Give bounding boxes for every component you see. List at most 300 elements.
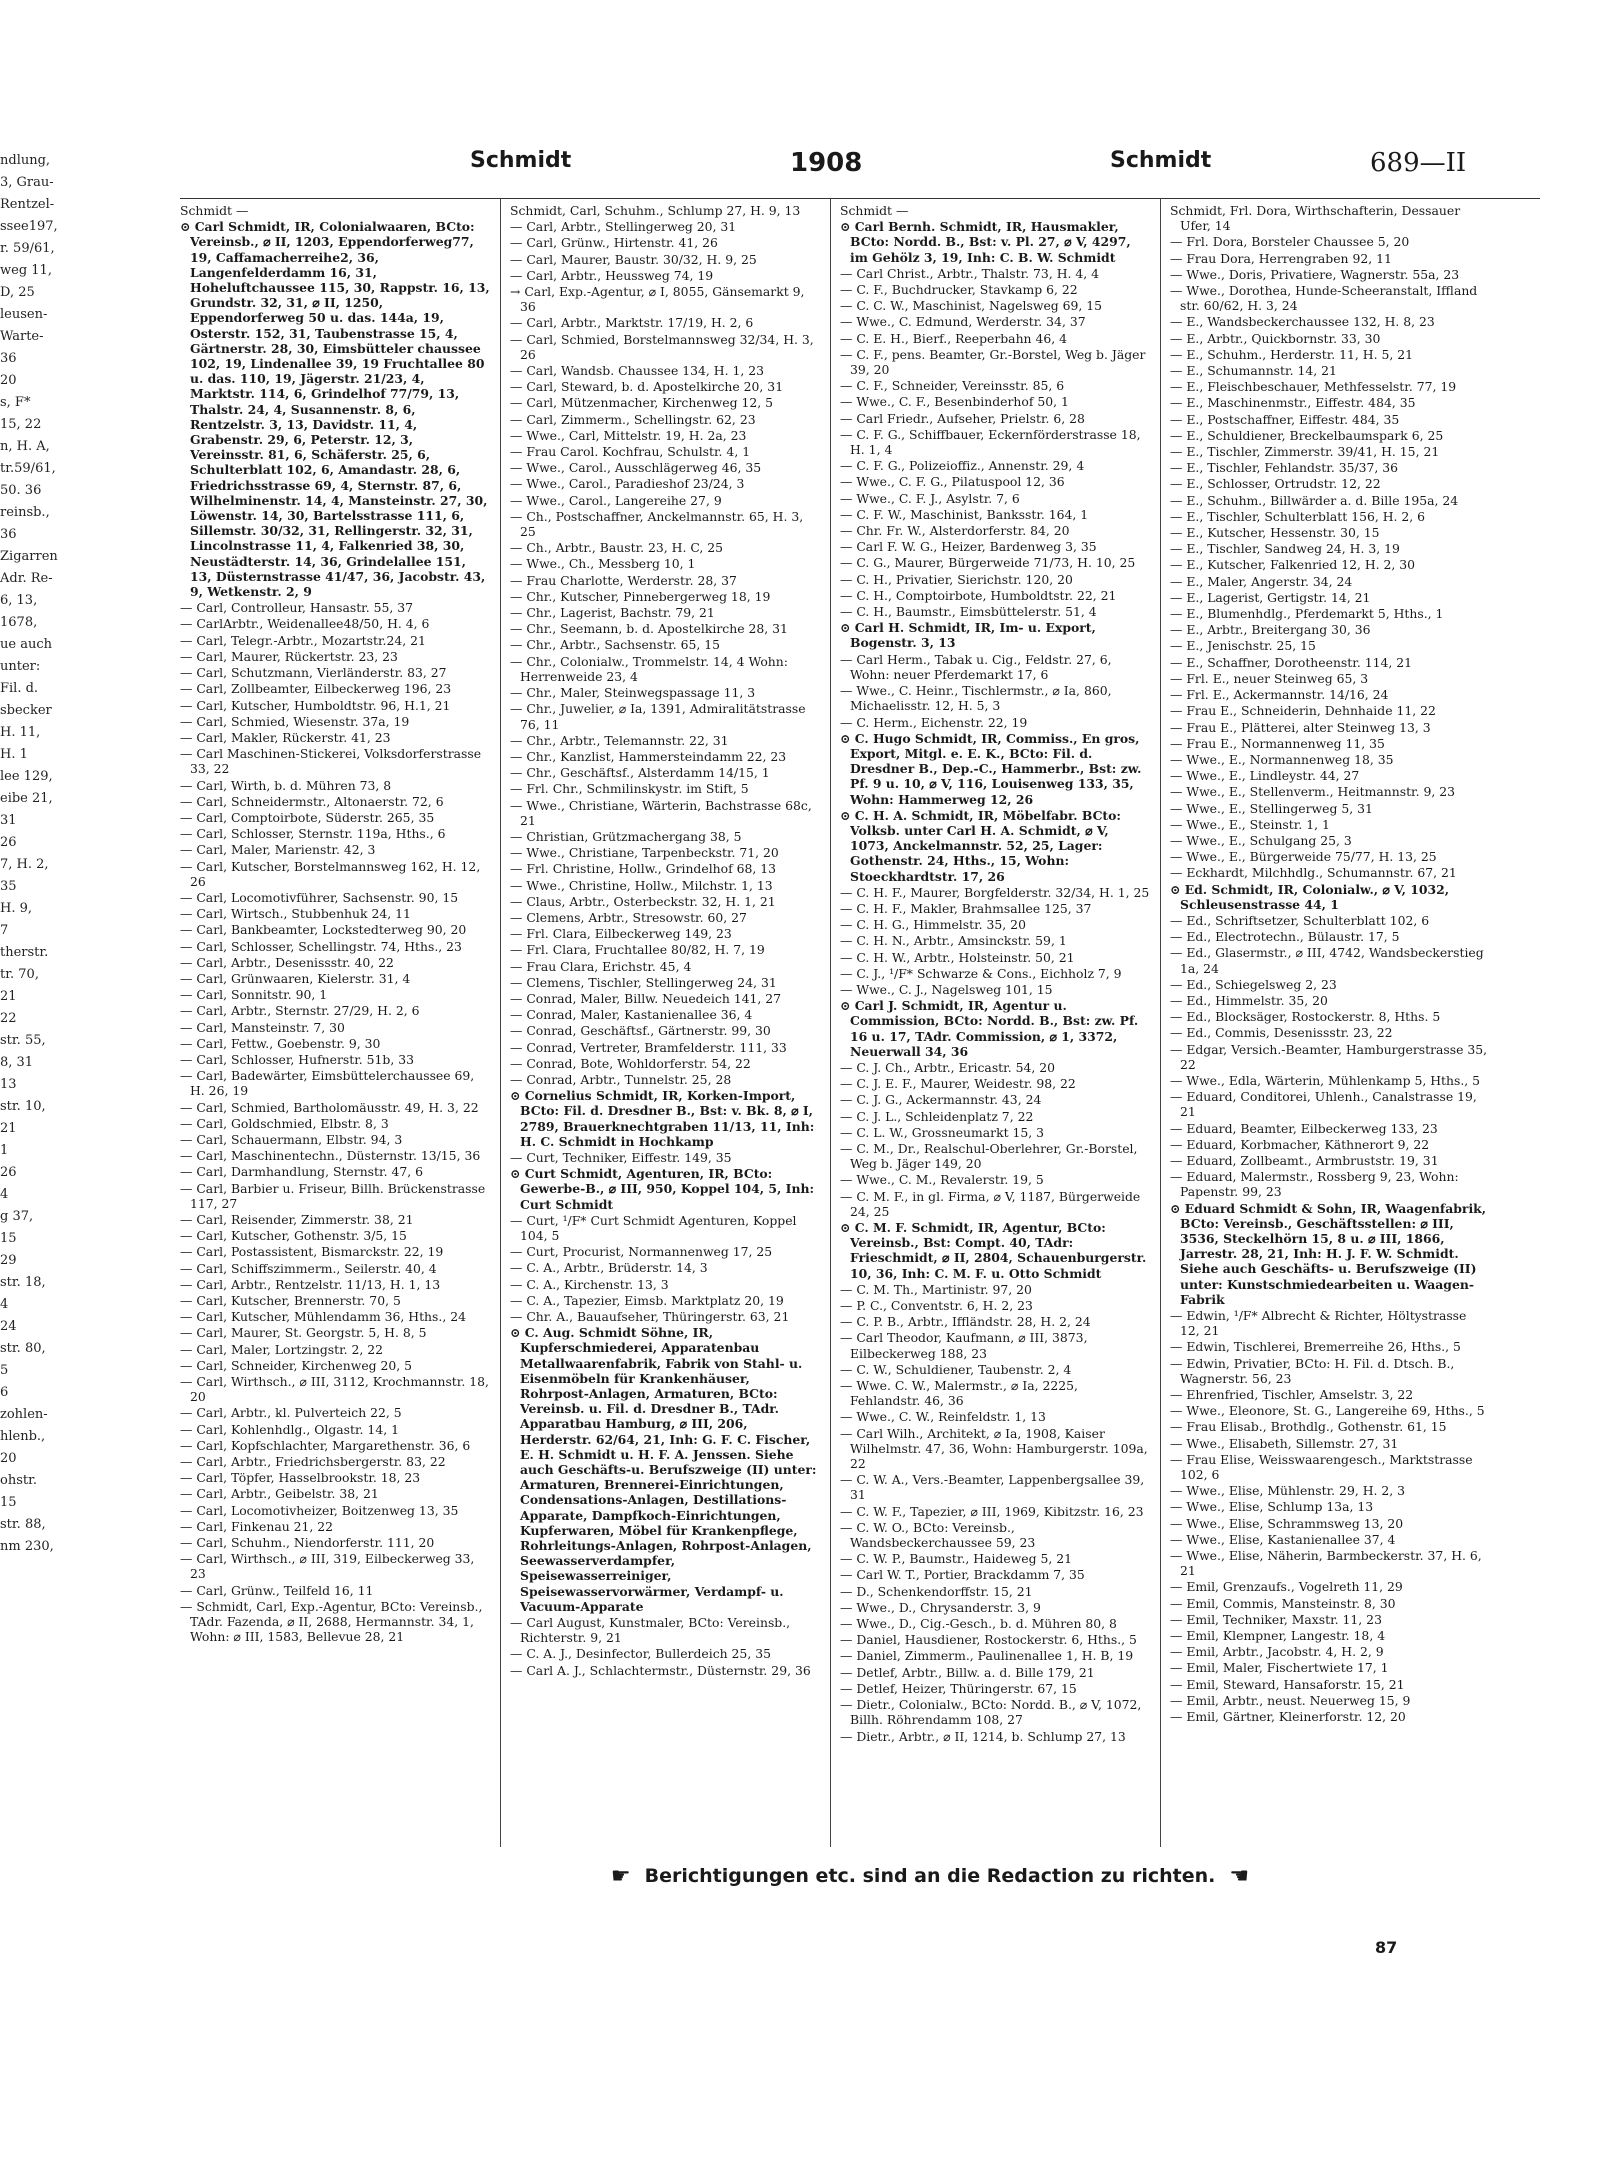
directory-entry: — Carl, Finkenau 21, 22 (180, 1518, 334, 1534)
directory-entry: Schmidt — (180, 203, 249, 218)
directory-entry: — Ed., Schriftsetzer, Schulterblatt 102, 6 (1170, 912, 1430, 928)
left-strip-line: 1 (0, 1143, 9, 1158)
directory-entry: — Frau E., Schneiderin, Dehnhaide 11, 22 (1170, 703, 1436, 719)
left-strip-line: 15, 22 (0, 417, 42, 432)
directory-entry: — Eduard, Malermstr., Rossberg 9, 23, Wohn: Papenstr. 99, 23 (1170, 1169, 1459, 1200)
directory-entry: — C. W. P., Baumstr., Haideweg 5, 21 (840, 1551, 1073, 1567)
directory-entry: → Carl, Exp.-Agentur, ⌀ I, 8055, Gänsemarkt 9, 36 (510, 284, 805, 315)
directory-entry: — Claus, Arbtr., Osterbeckstr. 32, H. 1, 21 (510, 893, 776, 909)
directory-entry: — Edwin, Privatier, BCto: H. Fil. d. Dtsch. B., Wagnerstr. 56, 23 (1170, 1355, 1455, 1386)
left-strip-line: r. 59/61, (0, 241, 55, 256)
directory-entry: — Conrad, Arbtr., Tunnelstr. 25, 28 (510, 1071, 732, 1087)
directory-entry: — Carl, Schiffszimmerm., Seilerstr. 40, 4 (180, 1260, 437, 1276)
directory-entry: — Wwe., D., Cig.-Gesch., b. d. Mühren 80, 8 (840, 1616, 1117, 1632)
directory-entry: — Wwe., E., Normannenweg 18, 35 (1170, 751, 1394, 767)
directory-entry: — Conrad, Maler, Kastanienallee 36, 4 (510, 1007, 753, 1023)
left-strip-line: str. 88, (0, 1517, 46, 1532)
directory-entry: — Carl, Schutzmann, Vierländerstr. 83, 27 (180, 665, 447, 681)
directory-entry: — Chr., Arbtr., Sachsenstr. 65, 15 (510, 637, 720, 653)
directory-entry: — C. W. O., BCto: Vereinsb., Wandsbeckerchaussee 59, 23 (840, 1519, 1036, 1551)
directory-entry: — Carl, Arbtr., kl. Pulverteich 22, 5 (180, 1405, 402, 1421)
directory-entry: — Frau Charlotte, Werderstr. 28, 37 (510, 572, 737, 588)
directory-entry: — Carl, Grünw., Teilfeld 16, 11 (180, 1582, 374, 1598)
directory-entry: — Wwe., Carol., Paradieshof 23/24, 3 (510, 476, 745, 492)
header-left-name: Schmidt (470, 148, 572, 173)
directory-entry: — Frl. E., neuer Steinweg 65, 3 (1170, 670, 1369, 686)
directory-entry: — Carl, Arbtr., Stellingerweg 20, 31 (510, 219, 737, 235)
directory-entry: — C. H. F., Maurer, Borgfelderstr. 32/34, H. 1, 25 (840, 884, 1150, 900)
directory-entry: — Carl Christ., Arbtr., Thalstr. 73, H. 4, 4 (840, 265, 1100, 281)
directory-entry: — Carl, Arbtr., Desenissstr. 40, 22 (180, 954, 394, 970)
directory-entry: ⊙ Ed. Schmidt, IR, Colonialw., ⌀ V, 1032, Schleusenstrasse 44, 1 (1170, 881, 1450, 912)
directory-entry: ⊙ C. Aug. Schmidt Söhne, IR, Kupferschmiederei, Apparatenbau Metallwaarenfabrik, Fabrik von Stahl- u. Eisenmöbeln für Krankenhäuser, Rohrpost-Anlagen, Armaturen, BCto: Vereinsb. u. Fil. d. Dresdner B., TAdr. Apparatbau Hamburg, ⌀ III, 206, Herderstr. 62/64, 21, Inh: G. F. C. Fischer, E. H. Schmidt u. H. F. A. Jenssen. Siehe auch Geschäfts-u. Berufszweige (II) unter: Armaturen, Brennerei-Einrichtungen, Condensations-Anlagen, Destillations-Apparate, Dampfkoch-Einrichtungen, Kupferwaren, Möbel für Krankenpflege, Rohrleitungs-Anlagen, Rohrpost-Anlagen, Seewasserverdampfer, Speisewasserreiniger, Speisewasservorwärmer, Verdampf- u. Vacuum-Apparate (510, 1325, 817, 1614)
directory-entry: — Wwe., Carol., Langereihe 27, 9 (510, 492, 722, 508)
left-strip-line: ssee197, (0, 219, 58, 234)
directory-entry: — Carl, Schlosser, Schellingstr. 74, Hths., 23 (180, 938, 462, 954)
directory-entry: — Wwe., Doris, Privatiere, Wagnerstr. 55a, 23 (1170, 266, 1460, 282)
directory-entry: — Eduard, Beamter, Eilbeckerweg 133, 23 (1170, 1120, 1438, 1136)
directory-entry: — E., Tischler, Sandweg 24, H. 3, 19 (1170, 541, 1400, 557)
directory-entry: — Wwe., C. F. J., Asylstr. 7, 6 (840, 490, 1020, 506)
directory-entry: — Frl. Clara, Eilbeckerweg 149, 23 (510, 926, 732, 942)
directory-entry: — Chr., Maler, Steinwegspassage 11, 3 (510, 685, 756, 701)
column-2 (510, 203, 820, 1843)
directory-entry: — Carl, Schmied, Wiesenstr. 37a, 19 (180, 713, 410, 729)
directory-entry: — Carl, Fettw., Goebenstr. 9, 30 (180, 1035, 381, 1051)
directory-entry: — Carl, Schneider, Kirchenweg 20, 5 (180, 1357, 413, 1373)
directory-entry: — Carl Maschinen-Stickerei, Volksdorferstrasse 33, 22 (180, 746, 482, 777)
directory-entry: — C. H., Privatier, Sierichstr. 120, 20 (840, 571, 1073, 587)
left-strip-line: sbecker (0, 703, 52, 718)
directory-entry: — Carl, Telegr.-Arbtr., Mozartstr.24, 21 (180, 632, 426, 648)
directory-entry: ⊙ Cornelius Schmidt, IR, Korken-Import, BCto: Fil. d. Dresdner B., Bst: v. Bk. 8, ⌀ I, 2789, Brauerknechtgraben 11/13, 11, Inh: H. C. Schmidt in Hochkamp (510, 1088, 815, 1149)
directory-entry: — Carl, Barbier u. Friseur, Billh. Brückenstrasse 117, 27 (180, 1180, 486, 1211)
directory-entry: — Frl. Chr., Schmilinskystr. im Stift, 5 (510, 781, 749, 797)
directory-entry: ⊙ Carl Bernh. Schmidt, IR, Hausmakler, BCto: Nordd. B., Bst: v. Pl. 27, ⌀ V, 4297, im Gehölz 3, 19, Inh: C. B. W. Schmidt (840, 219, 1131, 265)
left-strip-line: 26 (0, 1165, 17, 1180)
directory-entry: — C. A. J., Desinfector, Bullerdeich 25, 35 (510, 1646, 771, 1662)
directory-entry: — E., Jenischstr. 25, 15 (1170, 638, 1316, 654)
directory-entry: — Detlef, Heizer, Thüringerstr. 67, 15 (840, 1680, 1077, 1696)
directory-entry: — C. H. F., Makler, Brahmsallee 125, 37 (840, 900, 1092, 916)
directory-entry: — Chr., Geschäftsf., Alsterdamm 14/15, 1 (510, 765, 770, 781)
directory-entry: — Frau Clara, Erichstr. 45, 4 (510, 958, 692, 974)
directory-entry: — Carl, Controlleur, Hansastr. 55, 37 (180, 600, 414, 616)
directory-entry: — Edwin, ¹/F* Albrecht & Richter, Höltystrasse 12, 21 (1170, 1308, 1467, 1339)
directory-entry: — C. F. W., Maschinist, Banksstr. 164, 1 (840, 506, 1089, 522)
left-strip-line: hlenb., (0, 1429, 46, 1444)
directory-entry: — Conrad, Bote, Wohldorferstr. 54, 22 (510, 1055, 751, 1071)
directory-entry: — Wwe., Carol., Ausschlägerweg 46, 35 (510, 460, 762, 476)
left-strip-line: str. 18, (0, 1275, 46, 1290)
directory-entry: — Carl, Comptoirbote, Süderstr. 265, 35 (180, 809, 435, 825)
directory-entry: — Carl, Reisender, Zimmerstr. 38, 21 (180, 1212, 414, 1227)
directory-entry: — Wwe., D., Chrysanderstr. 3, 9 (840, 1599, 1041, 1615)
column-4 (1170, 203, 1490, 1843)
directory-entry: — C. L. W., Grossneumarkt 15, 3 (840, 1124, 1045, 1140)
directory-entry: — Carl, Kutscher, Humboldtstr. 96, H.1, 21 (180, 697, 451, 713)
directory-entry: — E., Tischler, Zimmerstr. 39/41, H. 15, 21 (1170, 444, 1440, 460)
directory-entry: — Ed., Blocksäger, Rostockerstr. 8, Hths. 5 (1170, 1009, 1441, 1025)
left-strip-line: g 37, (0, 1209, 34, 1224)
directory-entry: — Carl, Schuhm., Niendorferstr. 111, 20 (180, 1535, 435, 1551)
directory-entry: ⊙ C. M. F. Schmidt, IR, Agentur, BCto: Vereinsb., Bst: Compt. 40, TAdr: Frieschmidt, ⌀ II, 2804, Schauenburgerstr. 10, 36, Inh: C. M. F. u. Otto Schmidt (840, 1220, 1147, 1281)
directory-entry: — Wwe., Edla, Wärterin, Mühlenkamp 5, Hths., 5 (1170, 1072, 1481, 1088)
directory-entry: — Carl, Bankbeamter, Lockstedterweg 90, 20 (180, 922, 467, 938)
directory-entry: — Carl, Schneidermstr., Altonaerstr. 72, 6 (180, 793, 444, 809)
directory-entry: — Curt, ¹/F* Curt Schmidt Agenturen, Koppel 104, 5 (510, 1212, 797, 1243)
page-header (140, 128, 1540, 198)
left-strip-line: 6, 13, (0, 593, 38, 608)
left-strip-line: Zigarren (0, 549, 58, 564)
directory-entry: — C. P. B., Arbtr., Iffländstr. 28, H. 2, 24 (840, 1314, 1091, 1330)
directory-entry: — Wwe., E., Stellingerweg 5, 31 (1170, 800, 1373, 816)
left-strip-line: n, H. A, (0, 439, 50, 454)
directory-entry: — Wwe., C. W., Reinfeldstr. 1, 13 (840, 1409, 1046, 1425)
directory-entry: — E., Fleischbeschauer, Methfesselstr. 77, 19 (1170, 379, 1457, 395)
directory-entry: — Ed., Commis, Desenissstr. 23, 22 (1170, 1025, 1393, 1041)
directory-entry: — Ed., Electrotechn., Bülaustr. 17, 5 (1170, 929, 1400, 945)
directory-entry: — Eduard, Conditorei, Uhlenh., Canalstrasse 19, 21 (1170, 1089, 1477, 1120)
directory-entry: — C. A., Kirchenstr. 13, 3 (510, 1276, 669, 1292)
left-strip-line: 50. 36 (0, 483, 42, 498)
directory-entry: Schmidt, Carl, Schuhm., Schlump 27, H. 9, 13 (510, 203, 801, 218)
directory-entry: — Carl, Wirthsch., ⌀ III, 319, Eilbeckerweg 33, 23 (180, 1551, 475, 1582)
directory-entry: — E., Schuhm., Herderstr. 11, H. 5, 21 (1170, 346, 1414, 362)
directory-entry: — Carl, Locomotivführer, Sachsenstr. 90, 15 (180, 889, 459, 905)
left-strip-line: 15 (0, 1495, 17, 1510)
directory-entry: — C. J. G., Ackermannstr. 43, 24 (840, 1092, 1042, 1108)
directory-entry: — Carl, Arbtr., Sternstr. 27/29, H. 2, 6 (180, 1003, 420, 1019)
directory-entry: — Frl. E., Ackermannstr. 14/16, 24 (1170, 687, 1389, 703)
directory-entry: — Carl August, Kunstmaler, BCto: Vereinsb., Richterstr. 9, 21 (510, 1615, 791, 1646)
left-strip-line: str. 80, (0, 1341, 46, 1356)
left-strip-line: 31 (0, 813, 17, 828)
directory-entry: — C. J. Ch., Arbtr., Ericastr. 54, 20 (840, 1059, 1056, 1075)
directory-entry: — Chr., Lagerist, Bachstr. 79, 21 (510, 605, 715, 621)
left-strip-line: 15 (0, 1231, 17, 1246)
directory-entry: — Carl, Arbtr., Geibelstr. 38, 21 (180, 1486, 379, 1502)
directory-entry: — Frau E., Normannenweg 11, 35 (1170, 735, 1385, 751)
directory-entry: — C. F., pens. Beamter, Gr.-Borstel, Weg b. Jäger 39, 20 (840, 346, 1146, 378)
directory-entry: — C. M. F., in gl. Firma, ⌀ V, 1187, Bürgerweide 24, 25 (840, 1188, 1141, 1219)
directory-entry: — Frau Elisab., Brothdlg., Gothenstr. 61, 15 (1170, 1419, 1447, 1435)
directory-entry: — Wwe., Carl, Mittelstr. 19, H. 2a, 23 (510, 427, 747, 443)
directory-entry: — Frau Dora, Herrengraben 92, 11 (1170, 250, 1392, 266)
directory-entry: — Chr. A., Bauaufseher, Thüringerstr. 63, 21 (510, 1309, 790, 1325)
directory-entry: — Carl, Wirth, b. d. Mühren 73, 8 (180, 777, 392, 793)
left-strip-line: Adr. Re- (0, 571, 53, 586)
directory-entry: — C. Herm., Eichenstr. 22, 19 (840, 714, 1028, 730)
directory-entry: — E., Maschinenmstr., Eiffestr. 484, 35 (1170, 395, 1416, 411)
directory-entry: — Carl Theodor, Kaufmann, ⌀ III, 3873, Eilbeckerweg 188, 23 (840, 1330, 1088, 1361)
directory-entry: — Chr., Juwelier, ⌀ Ia, 1391, Admiralitätstrasse 76, 11 (510, 701, 806, 732)
directory-entry: — C. W. F., Tapezier, ⌀ III, 1969, Kibitzstr. 16, 23 (840, 1503, 1144, 1519)
directory-entry: — Carl, Töpfer, Hasselbrookstr. 18, 23 (180, 1470, 421, 1486)
directory-entry: — C. M., Dr., Realschul-Oberlehrer, Gr.-Borstel, Weg b. Jäger 149, 20 (840, 1140, 1138, 1172)
left-strip-line: ohstr. (0, 1473, 38, 1488)
left-strip-line: eibe 21, (0, 791, 53, 806)
directory-entry: — Carl, Mansteinstr. 7, 30 (180, 1019, 345, 1035)
directory-entry: — C. F., Buchdrucker, Stavkamp 6, 22 (840, 282, 1078, 298)
directory-entry: — Wwe., Christiane, Wärterin, Bachstrasse 68c, 21 (510, 797, 812, 828)
directory-entry: — CarlArbtr., Weidenallee48/50, H. 4, 6 (180, 616, 430, 632)
directory-entry: — Wwe., Elise, Kastanienallee 37, 4 (1170, 1531, 1396, 1547)
directory-entry: — Carl, Mützenmacher, Kirchenweg 12, 5 (510, 395, 773, 411)
directory-entry: — C. J., ¹/F* Schwarze & Cons., Eichholz 7, 9 (840, 965, 1122, 981)
left-strip-line: lee 129, (0, 769, 53, 784)
directory-entry: — E., Kutscher, Hessenstr. 30, 15 (1170, 525, 1380, 541)
left-strip-line: zohlen- (0, 1407, 48, 1422)
directory-entry: — Emil, Klempner, Langestr. 18, 4 (1170, 1628, 1386, 1644)
directory-entry: — E., Arbtr., Breitergang 30, 36 (1170, 622, 1371, 638)
directory-entry: — Carl, Kutscher, Borstelmannsweg 162, H. 12, 26 (180, 858, 481, 889)
left-strip-line: 3, Grau- (0, 175, 54, 190)
directory-entry: — Carl, Makler, Rückerstr. 41, 23 (180, 729, 391, 745)
directory-entry: — Christian, Grützmachergang 38, 5 (510, 828, 742, 844)
directory-entry: — Chr. Fr. W., Alsterdorferstr. 84, 20 (840, 523, 1070, 539)
directory-entry: — Daniel, Hausdiener, Rostockerstr. 6, Hths., 5 (840, 1632, 1137, 1648)
directory-entry: — Carl, Schlosser, Sternstr. 119a, Hths., 6 (180, 826, 446, 842)
directory-entry: ⊙ Eduard Schmidt & Sohn, IR, Waagenfabrik, BCto: Vereinsb., Geschäftsstellen: ⌀ III, 3536, Steckelhörn 15, 8 u. ⌀ III, 1866, Jarrestr. 28, 21, Inh: H. J. F. W. Schmidt. Siehe auch Geschäfts- u. Berufszweige (II) unter: Kunstschmiedearbeiten u. Waagen-Fabrik (1170, 1200, 1487, 1307)
directory-entry: — Wwe., E., Steinstr. 1, 1 (1170, 816, 1330, 832)
directory-entry: — Wwe., C. F. G., Pilatuspool 12, 36 (840, 474, 1065, 490)
directory-entry: — E., Schuldiener, Breckelbaumspark 6, 25 (1170, 427, 1444, 443)
directory-entry: — D., Schenkendorffstr. 15, 21 (840, 1583, 1033, 1599)
directory-entry: — E., Schaffner, Dorotheenstr. 114, 21 (1170, 654, 1412, 670)
directory-entry: — Chr., Kutscher, Pinnebergerweg 18, 19 (510, 588, 771, 604)
footer-notice (480, 1856, 1380, 1896)
directory-entry: — Carl, Maurer, Baustr. 30/32, H. 9, 25 (510, 251, 757, 267)
directory-entry: — Carl, Kutscher, Gothenstr. 3/5, 15 (180, 1228, 407, 1244)
left-strip-line: Rentzel- (0, 197, 55, 212)
sheet-number: 87 (1375, 1938, 1398, 1957)
left-strip-line: leusen- (0, 307, 48, 322)
directory-entry: — Carl, Goldschmied, Elbstr. 8, 3 (180, 1115, 389, 1131)
directory-entry: — Wwe., E., Lindleystr. 44, 27 (1170, 768, 1360, 784)
directory-entry: — C. H., Baumstr., Eimsbüttelerstr. 51, 4 (840, 604, 1097, 620)
directory-entry: — Carl, Darmhandlung, Sternstr. 47, 6 (180, 1164, 423, 1180)
directory-entry: — Eckhardt, Milchhdlg., Schumannstr. 67, 21 (1170, 865, 1457, 881)
left-strip-line: 5 (0, 1363, 9, 1378)
directory-entry: — Carl, Schlosser, Hufnerstr. 51b, 33 (180, 1051, 415, 1067)
directory-entry: — Wwe., E., Stellenverm., Heitmannstr. 9, 23 (1170, 784, 1456, 800)
directory-entry: — E., Blumenhdlg., Pferdemarkt 5, Hths., 1 (1170, 606, 1444, 622)
directory-entry: — Carl, Badewärter, Eimsbüttelerchaussee 69, H. 26, 19 (180, 1068, 475, 1099)
directory-entry: — C. G., Maurer, Bürgerweide 71/73, H. 10, 25 (840, 555, 1136, 571)
footer-text: Berichtigungen etc. sind an die Redaction zu richten. (644, 1865, 1216, 1887)
directory-entry: — Carl, Arbtr., Heussweg 74, 19 (510, 267, 714, 283)
directory-entry: — Carl, Kutscher, Brennerstr. 70, 5 (180, 1293, 401, 1309)
directory-entry: — Carl, Maurer, St. Georgstr. 5, H. 8, 5 (180, 1325, 427, 1341)
directory-entry: — Emil, Maler, Fischertwiete 17, 1 (1170, 1660, 1389, 1676)
left-strip-line: ndlung, (0, 153, 51, 168)
directory-entry: — Carl, Maschinentechn., Düsternstr. 13/15, 36 (180, 1148, 481, 1164)
directory-entry: — Carl, Wandsb. Chaussee 134, H. 1, 23 (510, 363, 764, 379)
directory-entry: — Wwe., C. Edmund, Werderstr. 34, 37 (840, 314, 1086, 330)
directory-entry: — C. H. G., Himmelstr. 35, 20 (840, 917, 1026, 933)
left-strip-line: 7, H. 2, (0, 857, 49, 872)
directory-entry: — Carl, Postassistent, Bismarckstr. 22, 19 (180, 1244, 444, 1260)
directory-entry: ⊙ C. H. A. Schmidt, IR, Möbelfabr. BCto: Volksb. unter Carl H. A. Schmidt, ⌀ V, 1073, Anckelmannstr. 52, 25, Lager: Gothenstr. 24, Hths., 15, Wohn: Stoeckhardtstr. 17, 26 (840, 807, 1121, 884)
directory-entry: — C. H. W., Arbtr., Holsteinstr. 50, 21 (840, 949, 1075, 965)
left-strip-line: 36 (0, 527, 17, 542)
directory-entry: — Ch., Arbtr., Baustr. 23, H. C, 25 (510, 540, 724, 556)
directory-entry: — Frau Elise, Weisswaarengesch., Marktstrasse 102, 6 (1170, 1451, 1473, 1483)
directory-entry: — Clemens, Arbtr., Stresowstr. 60, 27 (510, 909, 747, 925)
directory-entry: ⊙ Carl Schmidt, IR, Colonialwaaren, BCto: Vereinsb., ⌀ II, 1203, Eppendorferweg77, 19, Caffamacherreihe2, 36, Langenfelderdamm 16, 31, Hoheluftchaussee 115, 30, Rappstr. 16, 13, Grundstr. 32, 31, ⌀ II, 1250, Eppendorferweg 50 u. das. 144a, 19, Osterstr. 152, 31, Taubenstrasse 15, 4, Gärtnerstr. 28, 30, Eimsbütteler chaussee 102, 19, Lindenallee 39, 19 Fruchtallee 80 u. das. 110, 19, Jägerstr. 21/23, 4, Marktstr. 114, 6, Grindelhof 77/79, 13, Thalstr. 24, 4, Susannenstr. 8, 6, Rentzelstr. 3, 13, Davidstr. 11, 4, Grabenstr. 29, 6, Peterstr. 12, 3, Vereinsstr. 81, 6, Schäferstr. 25, 6, Schulterblatt 102, 6, Amandastr. 28, 6, Friedrichsstrasse 69, 4, Sternstr. 87, 6, Wilhelminenstr. 14, 4, Mansteinstr. 27, 30, Löwenstr. 14, 30, Bartelsstrasse 111, 6, Sillemstr. 30/32, 31, Rellingerstr. 32, 31, Lincolnstrasse 11, 4, Falkenried 38, 30, Neustädterstr. 14, 36, Grindelallee 151, 13, Düsternstrasse 41/47, 36, Jacobstr. 43, 9, Wetkenstr. 2, 9 (180, 219, 490, 600)
directory-entry: — Emil, Arbtr., Jacobstr. 4, H. 2, 9 (1170, 1644, 1384, 1660)
left-strip-line: s, F* (0, 395, 31, 410)
left-strip-line: tr.59/61, (0, 461, 56, 476)
directory-entry: ⊙ Carl J. Schmidt, IR, Agentur u. Commission, BCto: Nordd. B., Bst: zw. Pf. 16 u. 17, TAdr. Commission, ⌀ 1, 3372, Neuerwall 34, 36 (840, 998, 1139, 1059)
directory-entry: — Curt, Techniker, Eiffestr. 149, 35 (510, 1149, 732, 1165)
left-strip-line: 26 (0, 835, 17, 850)
directory-entry: — Emil, Steward, Hansaforstr. 15, 21 (1170, 1676, 1405, 1692)
directory-entry: — C. W., Schuldiener, Taubenstr. 2, 4 (840, 1361, 1072, 1377)
directory-entry: — Wwe., Elisabeth, Sillemstr. 27, 31 (1170, 1435, 1399, 1451)
directory-entry: — C. F. G., Schiffbauer, Eckernförderstrasse 18, H. 1, 4 (840, 426, 1141, 458)
directory-entry: — E., Wandsbeckerchaussee 132, H. 8, 23 (1170, 314, 1435, 330)
directory-entry: — Carl F. W. G., Heizer, Bardenweg 3, 35 (840, 539, 1097, 555)
directory-entry: — Wwe., C. F., Besenbinderhof 50, 1 (840, 394, 1069, 410)
directory-entry: — Carl, Maurer, Rückertstr. 23, 23 (180, 648, 398, 664)
directory-entry: — C. W. A., Vers.-Beamter, Lappenbergsallee 39, 31 (840, 1472, 1145, 1503)
directory-entry: — Wwe. C. W., Malermstr., ⌀ Ia, 2225, Fehlandstr. 46, 36 (840, 1378, 1078, 1409)
left-strip-line: 21 (0, 1121, 17, 1136)
directory-entry: — E., Kutscher, Falkenried 12, H. 2, 30 (1170, 557, 1416, 573)
left-page-strip (0, 150, 60, 2030)
directory-entry: — Wwe., E., Bürgerweide 75/77, H. 13, 25 (1170, 849, 1437, 865)
left-strip-line: 21 (0, 989, 17, 1004)
directory-entry: — Carl, Schauermann, Elbstr. 94, 3 (180, 1131, 403, 1147)
directory-entry: — Dietr., Colonialw., BCto: Nordd. B., ⌀ V, 1072, Billh. Röhrendamm 108, 27 (840, 1697, 1142, 1728)
left-strip-line: 29 (0, 1253, 17, 1268)
directory-entry: — E., Lagerist, Gertigstr. 14, 21 (1170, 589, 1371, 605)
left-strip-line: 8, 31 (0, 1055, 34, 1070)
directory-entry: — Daniel, Zimmerm., Paulinenallee 1, H. B, 19 (840, 1648, 1134, 1664)
directory-entry: — Carl A. J., Schlachtermstr., Düsternstr. 29, 36 (510, 1662, 811, 1678)
directory-entry: — E., Schlosser, Ortrudstr. 12, 22 (1170, 476, 1381, 492)
header-page-number: 689—II (1370, 148, 1467, 178)
directory-entry: — E., Schumannstr. 14, 21 (1170, 363, 1337, 379)
directory-entry: — C. A., Tapezier, Eimsb. Marktplatz 20, 19 (510, 1292, 784, 1308)
directory-entry: — Frl. Dora, Borsteler Chaussee 5, 20 (1170, 234, 1410, 250)
directory-entry: — C. H., Comptoirbote, Humboldtstr. 22, 21 (840, 587, 1117, 603)
directory-entry: — Schmidt, Carl, Exp.-Agentur, BCto: Vereinsb., TAdr. Fazenda, ⌀ II, 2688, Hermannstr. 34, 1, Wohn: ⌀ III, 1583, Bellevue 28, 21 (180, 1598, 483, 1645)
directory-entry: — C. J. L., Schleidenplatz 7, 22 (840, 1108, 1034, 1124)
directory-entry: — Carl, Zimmerm., Schellingstr. 62, 23 (510, 411, 756, 427)
directory-entry: — C. F., Schneider, Vereinsstr. 85, 6 (840, 378, 1065, 394)
left-strip-line: nm 230, (0, 1539, 54, 1554)
directory-entry: — Frl. Christine, Hollw., Grindelhof 68, 13 (510, 861, 777, 877)
directory-entry: — Wwe., C. J., Nagelsweg 101, 15 (840, 981, 1053, 997)
directory-entry: — Ed., Schiegelsweg 2, 23 (1170, 976, 1337, 992)
header-year: 1908 (790, 148, 863, 178)
directory-entry: — Ed., Glasermstr., ⌀ III, 4742, Wandsbeckerstieg 1a, 24 (1170, 945, 1484, 976)
directory-entry: — Carl Wilh., Architekt, ⌀ Ia, 1908, Kaiser Wilhelmstr. 47, 36, Wohn: Hamburgerstr. 109a, 22 (840, 1425, 1148, 1472)
directory-entry: — Conrad, Vertreter, Bramfelderstr. 111, 33 (510, 1039, 787, 1055)
directory-entry: — Eduard, Korbmacher, Käthnerort 9, 22 (1170, 1136, 1430, 1152)
directory-entry: — Emil, Techniker, Maxstr. 11, 23 (1170, 1611, 1382, 1627)
left-strip-line: 1678, (0, 615, 38, 630)
directory-entry: — Ed., Himmelstr. 35, 20 (1170, 992, 1328, 1008)
directory-entry: — E., Maler, Angerstr. 34, 24 (1170, 573, 1353, 589)
directory-entry: ⊙ C. Hugo Schmidt, IR, Commiss., En gros, Export, Mitgl. e. E. K., BCto: Fil. d. Dresdner B., Dep.-C., Hammerbr., Bst: zw. Pf. 9 u. 10, ⌀ V, 116, Louisenweg 133, 35, Wohn: Hammerweg 12, 26 (840, 730, 1142, 807)
directory-entry: — Carl, Zollbeamter, Eilbeckerweg 196, 23 (180, 681, 452, 697)
directory-entry: — Emil, Commis, Mansteinstr. 8, 30 (1170, 1595, 1396, 1611)
left-strip-line: str. 55, (0, 1033, 46, 1048)
directory-entry: — Wwe., E., Schulgang 25, 3 (1170, 832, 1352, 848)
directory-entry: ⊙ Carl H. Schmidt, IR, Im- u. Export, Bogenstr. 3, 13 (840, 620, 1096, 651)
directory-entry: — Wwe., Elise, Schrammsweg 13, 20 (1170, 1515, 1404, 1531)
left-strip-line: tr. 70, (0, 967, 39, 982)
pointing-hand-right-icon: ☛ (610, 1863, 631, 1889)
directory-entry: — Carl Herm., Tabak u. Cig., Feldstr. 27, 6, Wohn: neuer Pferdemarkt 17, 6 (840, 651, 1112, 682)
directory-entry: — Wwe., C. Heinr., Tischlermstr., ⌀ Ia, 860, Michaelisstr. 12, H. 5, 3 (840, 683, 1112, 714)
directory-entry: — C. C. W., Maschinist, Nagelsweg 69, 15 (840, 298, 1103, 314)
directory-entry: — Frau Carol. Kochfrau, Schulstr. 4, 1 (510, 444, 751, 460)
directory-entry: — Chr., Seemann, b. d. Apostelkirche 28, 31 (510, 621, 788, 637)
directory-entry: — Carl, Arbtr., Friedrichsbergerstr. 83, 22 (180, 1454, 446, 1470)
directory-entry: — Carl W. T., Portier, Brackdamm 7, 35 (840, 1567, 1085, 1583)
directory-entry: — Detlef, Arbtr., Billw. a. d. Bille 179, 21 (840, 1664, 1095, 1680)
directory-columns (180, 198, 1540, 1849)
directory-entry: — E., Tischler, Fehlandstr. 35/37, 36 (1170, 460, 1399, 476)
directory-entry: — Wwe., Christine, Hollw., Milchstr. 1, 13 (510, 877, 773, 893)
directory-entry: — Wwe., Christiane, Tarpenbeckstr. 71, 20 (510, 845, 779, 861)
directory-entry: — Conrad, Maler, Billw. Neuedeich 141, 27 (510, 990, 782, 1006)
left-strip-line: 20 (0, 373, 17, 388)
left-strip-line: H. 11, (0, 725, 41, 740)
left-strip-line: weg 11, (0, 263, 52, 278)
directory-entry: — C. E. H., Bierf., Reeperbahn 46, 4 (840, 330, 1067, 346)
directory-entry: — Emil, Gärtner, Kleinerforstr. 12, 20 (1170, 1709, 1406, 1725)
left-strip-line: therstr. (0, 945, 49, 960)
directory-entry: — Carl, Schmied, Bartholomäusstr. 49, H. 3, 22 (180, 1099, 479, 1115)
directory-entry: Schmidt — (840, 203, 909, 218)
directory-entry: — Dietr., Arbtr., ⌀ II, 1214, b. Schlump 27, 13 (840, 1728, 1126, 1744)
left-strip-line: 7 (0, 923, 9, 938)
directory-entry: — Ch., Postschaffner, Anckelmannstr. 65, H. 3, 25 (510, 508, 804, 540)
directory-entry: — Carl Friedr., Aufseher, Prielstr. 6, 28 (840, 410, 1085, 426)
directory-entry: — Carl, Arbtr., Rentzelstr. 11/13, H. 1, 13 (180, 1276, 441, 1292)
directory-entry: — E., Tischler, Schulterblatt 156, H. 2, 6 (1170, 508, 1426, 524)
left-strip-line: str. 10, (0, 1099, 46, 1114)
left-strip-line: H. 9, (0, 901, 33, 916)
left-strip-line: 24 (0, 1319, 17, 1334)
directory-entry: — Wwe., Elise, Mühlenstr. 29, H. 2, 3 (1170, 1483, 1406, 1499)
directory-entry: — Carl, Schmied, Borstelmannsweg 32/34, H. 3, 26 (510, 331, 814, 362)
directory-entry: — Emil, Arbtr., neust. Neuerweg 15, 9 (1170, 1692, 1411, 1708)
directory-entry: — Curt, Procurist, Normannenweg 17, 25 (510, 1244, 773, 1260)
directory-entry: — Carl, Locomotivheizer, Boitzenweg 13, 35 (180, 1502, 459, 1518)
left-strip-line: 22 (0, 1011, 17, 1026)
directory-entry: — Edgar, Versich.-Beamter, Hamburgerstrasse 35, 22 (1170, 1041, 1488, 1072)
directory-entry: — Chr., Kanzlist, Hammersteindamm 22, 23 (510, 748, 787, 764)
left-strip-line: ue auch (0, 637, 52, 652)
directory-entry: — Carl, Steward, b. d. Apostelkirche 20, 31 (510, 379, 784, 395)
directory-entry: — Carl, Sonnitstr. 90, 1 (180, 987, 328, 1003)
left-strip-line: 13 (0, 1077, 17, 1092)
left-strip-line: Fil. d. (0, 681, 39, 696)
directory-entry: — Carl, Kopfschlachter, Margarethenstr. 36, 6 (180, 1437, 471, 1453)
directory-entry: — Wwe., Dorothea, Hunde-Scheeranstalt, Iffland str. 60/62, H. 3, 24 (1170, 283, 1478, 314)
directory-page (140, 128, 1540, 2048)
directory-entry: — Carl, Wirtsch., Stubbenhuk 24, 11 (180, 906, 411, 922)
left-strip-line: reinsb., (0, 505, 50, 520)
header-right-name: Schmidt (1110, 148, 1212, 173)
